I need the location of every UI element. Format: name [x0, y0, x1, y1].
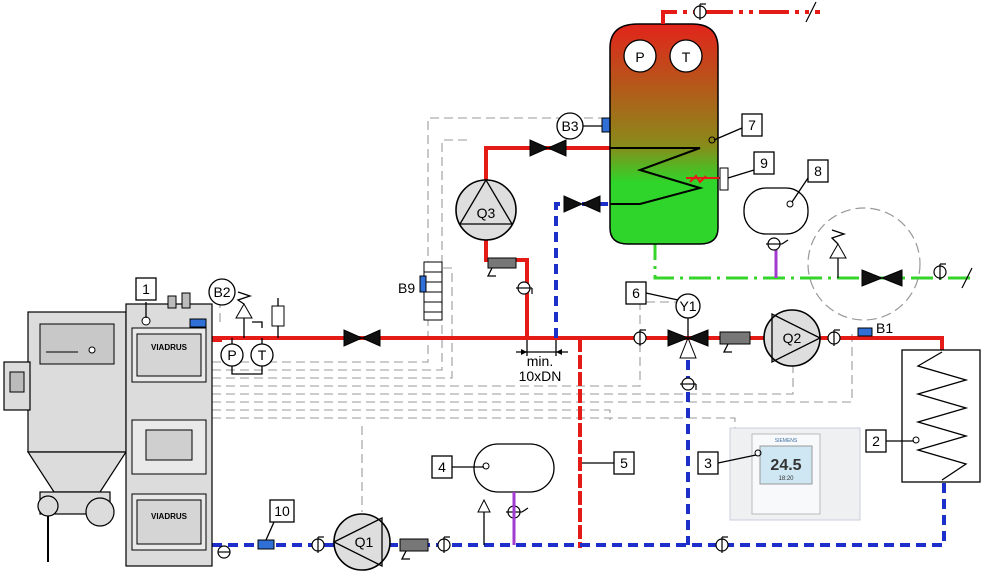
- pump-q2: [764, 310, 820, 366]
- expansion-vessel-4: [474, 444, 554, 545]
- callout-6: [626, 282, 678, 304]
- thermostat-display-value: 24.5: [770, 457, 802, 474]
- callout-9: [728, 152, 774, 178]
- tank-pressure-label: P: [635, 49, 645, 65]
- callout-10: [266, 500, 294, 540]
- pump-q1: [334, 514, 390, 570]
- callout-7: [714, 114, 762, 140]
- heat-exchanger: [902, 350, 980, 482]
- detail-circle: [808, 208, 920, 320]
- pump-q2-label: Q2: [782, 330, 802, 346]
- pressure-gauge-label: P: [227, 347, 237, 363]
- callout-5: [582, 452, 634, 474]
- callout-9-text: 9: [760, 155, 768, 171]
- thermostat-display-time: 18:20: [778, 476, 794, 482]
- shutoff-valve-tank-lower: [564, 196, 600, 212]
- mixing-valve-label: Y1: [679, 298, 697, 314]
- callout-10-text: 10: [274, 503, 290, 519]
- callout-1-text: 1: [142, 281, 150, 297]
- callout-b9-text: B9: [398, 280, 416, 296]
- callout-2-text: 2: [872, 433, 880, 449]
- boiler: [4, 293, 212, 566]
- min-10xdn-label: 10xDN: [518, 368, 562, 384]
- callout-b3-text: B3: [561, 118, 579, 134]
- shutoff-valve-supply: [344, 330, 380, 346]
- callout-6-text: 6: [632, 285, 640, 301]
- brand-label-top: VIADRUS: [150, 343, 188, 352]
- callout-7-text: 7: [748, 117, 756, 133]
- sensor-b2: [190, 319, 206, 327]
- callout-b3: [557, 113, 602, 139]
- callout-b2-text: B2: [213, 284, 231, 300]
- tank-temperature-label: T: [681, 49, 691, 65]
- expansion-vessel-8: [744, 188, 808, 234]
- shutoff-valve-expansion: [862, 270, 902, 286]
- sensor-b1: [858, 328, 872, 336]
- pump-q1-label: Q1: [354, 534, 374, 550]
- temperature-gauge-label: T: [257, 347, 267, 363]
- thermostat-brand: SIEMENS: [774, 438, 798, 444]
- sensor-b9: [420, 262, 442, 320]
- min-distance-dimension: [516, 340, 568, 384]
- brand-label-bottom: VIADRUS: [150, 512, 188, 521]
- sensor-10: [258, 540, 274, 549]
- pump-q3: [456, 180, 516, 240]
- room-thermostat: [730, 428, 860, 520]
- min-label: min.: [526, 353, 554, 369]
- storage-tank: [610, 12, 728, 244]
- callout-8-text: 8: [814, 163, 822, 179]
- mixing-valve-y1: [668, 294, 708, 358]
- callout-4-text: 4: [438, 459, 446, 475]
- callout-3-text: 3: [704, 455, 712, 471]
- callout-5-text: 5: [620, 455, 628, 471]
- pellet-hopper: [4, 312, 126, 562]
- callout-b2: [209, 279, 235, 305]
- callout-b1-text: B1: [876, 320, 894, 336]
- pump-q3-label: Q3: [476, 205, 496, 221]
- shutoff-valve-tank-upper: [530, 140, 566, 156]
